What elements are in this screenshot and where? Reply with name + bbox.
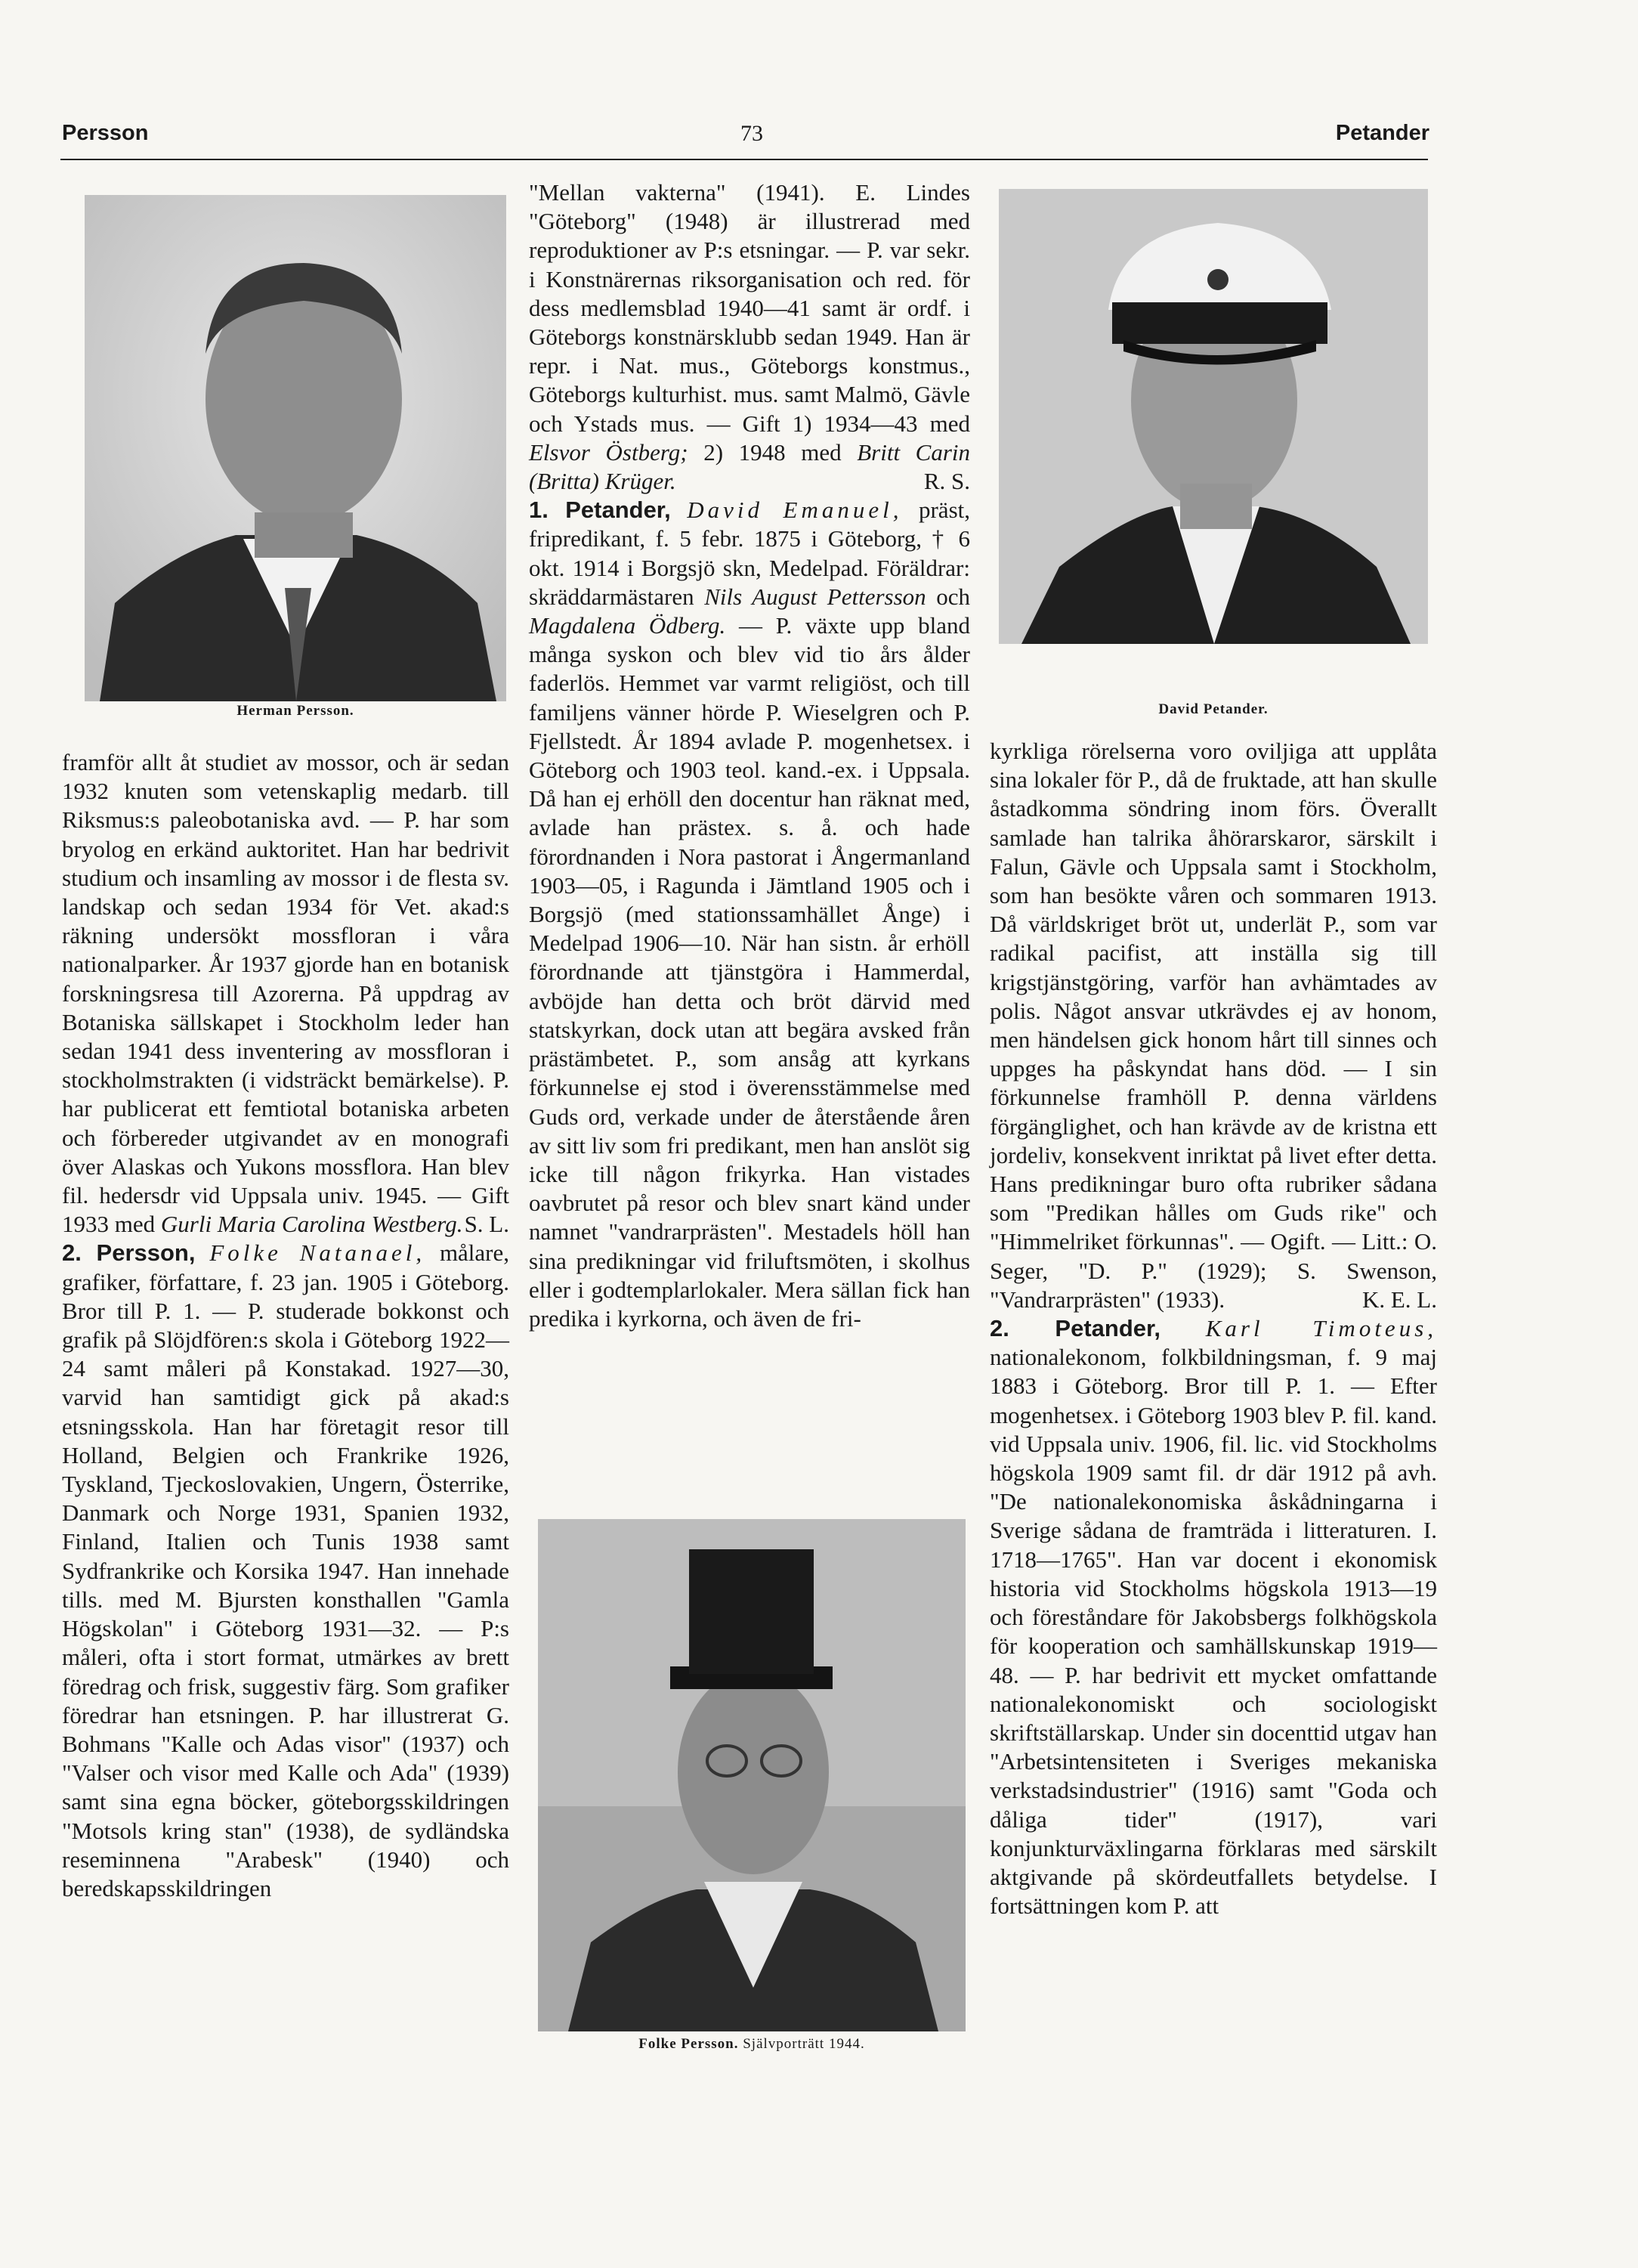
- entry-karl-petander: 2. Petander, Karl Timoteus, nationalekonom, folkbildningsman, f. 9 maj 1883 i Göteborg. Bror till P. 1. — Efter mogenhetsex. i Göteborg 1903 blev P. fil. kand. vid Uppsala univ. 1906, fil. lic. vid Stockholms högskola 1909 samt fil. dr där 1912 på avh. "De nationalekonomiska åskådningarna i Sverige sådana de framträda i litteraturen. I. 1718—1765". Han var docent i ekonomisk historia vid Stockholms högskola 1913—19 och föreståndare för Jakobsbergs folkhögskola för kooperation och samhällskunskap 1919—48. — P. har bedrivit ett mycket omfattande nationalekonomiskt och sociologiskt skriftställarskap. Under sin docenttid utgav han "Arbetsintensiteten i Sveriges mekaniska verkstadsindustrier" (1916) samt "Goda och dåliga tider" (1917), vari konjunkturväxlingarna förklaras med särskilt aktgivande på skördeutfallets betydelse. I fortsättningen kom P. att: [990, 1315, 1438, 1920]
- caption-folke-persson: [538, 2036, 966, 2053]
- entry-folke-persson: 2. Persson, Folke Natanael, målare, grafiker, författare, f. 23 jan. 1905 i Göteborg. Bror till P. 1. — P. studerade bokkonst och grafik på Slöjdfören:s skola i Göteborg 1922—24 samt måleri på Konstakad. 1927—30, varvid han samtidigt gick på akad:s etsningsskola. Han har företagit resor till Holland, Belgien och Frankrike 1926, Tyskland, Tjeckoslovakien, Ungern, Österrike, Danmark och Norge 1931, Spanien 1932, Finland, Italien och Tunis 1938 samt Sydfrankrike och Korsika 1947. Han innehade tills. med M. Bjursten konsthallen "Gamla Högskolan" i Göteborg 1931—32. — P:s måleri, ofta i stort format, utmärkes av brett föredrag och frisk, suggestiv färg. Som grafiker föredrar han etsningen. P. har illustrerat G. Bohmans "Kalle och Adas visor" (1937) och "Valser och visor med Kalle och Ada" (1939) samt sina egna böcker, göteborgsskildringen "Motsols kring stan" (1938), de sydländska reseminnena "Arabesk" (1940) och beredskapsskildringen: [62, 1239, 510, 1901]
- portrait-herman-persson: [85, 195, 506, 701]
- column-1: [62, 748, 509, 1903]
- author-signature: R. S.: [923, 468, 970, 495]
- caption-folke-name: Folke Persson.: [638, 2036, 739, 2052]
- spouse-name-2: Britt Carin (Britta) Krüger.: [529, 438, 971, 495]
- page-number: 73: [740, 121, 763, 146]
- caption-david-petander: David Petander.: [1158, 701, 1269, 717]
- portrait-folke-persson: [538, 1519, 966, 2031]
- father-name: Nils August Pettersson: [704, 583, 926, 610]
- running-head-right: Petander: [1335, 121, 1429, 145]
- folke-persson-continuation: "Mellan vakterna" (1941). E. Lindes "Göteborg" (1948) är illustrerad med reproduktioner av P:s etsningar. — P. var sekr. i Konstnärernas riksorganisation och red. för dess medlemsblad 1940—41 samt är ordf. i Göteborgs konstnärsklubb sedan 1949. Han är repr. i Nat. mus., Göteborgs konstmus., Göteborgs kulturhist. mus. samt Malmö, Gävle och Ystads mus. — Gift 1) 1934—43 med Elsvor Östberg; 2) 1948 med Britt Carin (Britta) Krüger. R. S.: [529, 178, 970, 496]
- caption-folke-note: Självporträtt 1944.: [743, 2036, 865, 2052]
- entry-heading: 2. Petander,: [990, 1315, 1161, 1342]
- column-3: [990, 737, 1437, 1920]
- portrait-david-petander: [999, 189, 1428, 644]
- caption-herman-persson: Herman Persson.: [236, 703, 354, 719]
- entry-david-petander: 1. Petander, David Emanuel, präst, fripredikant, f. 5 febr. 1875 i Göteborg, † 6 okt. 1914 i Borgsjö skn, Medelpad. Föräldrar: skräddarmästaren Nils August Pettersson och Magdalena Ödberg. — P. växte upp bland många syskon och blev vid tio års ålder faderlös. Hemmet var varmt religiöst, och till familjens vänner hörde P. Wieselgren och P. Fjellstedt. År 1894 avlade P. mogenhetsex. i Göteborg och 1903 teol. kand.-ex. i Uppsala. Då han ej erhöll den docentur han räknat med, avlade han prästex. s. å. och hade förordnanden i Nora pastorat i Ångermanland 1903—05, i Ragunda i Jämtland 1905 och i Borgsjö (med stationssamhället Ånge) i Medelpad 1906—10. När han sistn. år erhöll förordnande att tjänstgöra i Hammerdal, avböjde han detta och bröt därvid med statskyrkan, dock utan att begära avsked från prästämbetet. P., som ansåg att kyrkans förkunnelse ej stod i överensstämmelse med Guds ord, verkade under de återstående åren av sitt liv som fri predikant, men han anslöt sig icke till någon frikyrka. Han vistades oavbrutet på resor och blev snart känd under namnet "vandrarprästen". Mestadels höll han sina predikningar vid friluftsmöten, i skolhus eller i godtemplarlokaler. Mera sällan fick han predika i kyrkorna, och även de fri-: [529, 497, 971, 1332]
- entry-heading: 1. Petander,: [529, 497, 671, 524]
- author-signature: K. E. L.: [1361, 1286, 1437, 1313]
- entry-heading: 2. Persson,: [62, 1239, 196, 1267]
- column-2: [529, 178, 970, 1333]
- mother-name: Magdalena Ödberg.: [529, 612, 726, 639]
- herman-persson-continuation: framför allt åt studiet av mossor, och är sedan 1932 knuten som vetenskaplig medarb. till Riksmus:s paleobotaniska avd. — P. har som bryolog en erkänd auktoritet. Han har bedrivit studium och insamling av mossor i de flesta sv. landskap och sedan 1934 för Vet. akad:s räkning undersökt mossfloran i våra nationalparker. År 1937 gjorde han en botanisk forskningsresa till Azorerna. På uppdrag av Botaniska sällskapet i Stockholm leder han sedan 1941 dess inventering av mossfloran i stockholmstrakten (i vidsträckt bemärkelse). P. har publicerat ett femtiotal botaniska arbeten och förbereder utgivandet av en monografi över Alaskas och Yukons mossflora. Han blev fil. hedersdr vid Uppsala univ. 1945. — Gift 1933 med Gurli Maria Carolina Westberg. S. L.: [62, 748, 509, 1239]
- author-signature: S. L.: [464, 1211, 509, 1238]
- header-rule: [60, 159, 1428, 160]
- david-petander-continuation: kyrkliga rörelserna voro oviljiga att upplåta sina lokaler för P., då de fruktade, att han skulle åstadkomma söndring inom förs. Överallt samlade han talrika åhörarskaror, särskilt i Falun, Gävle och Uppsala samt i Stockholm, som han besökte våren och sommaren 1913. Då världskriget bröt ut, underlät P., som var radikal pacifist, att inställa sig till krigstjänstgöring, varför han avhämtades av polis. Något ansvar utkrävdes ej av honom, men händelsen gick honom hårt till sinnes och uppges ha påskyndat hans död. — I sin förkunnelse framhöll P. denna världens förgänglighet, och han krävde av de kristna ett jordeliv, konsekvent inriktat på livet efter detta. Hans predikningar buro ofta rubriker sådana som "Predikan hålles om Guds rike" och "Himmelriket förkunnas". — Ogift. — Litt.: O. Seger, "D. P." (1929); S. Swenson, "Vandrarprästen" (1933). K. E. L.: [990, 737, 1437, 1314]
- entry-name: Karl Timoteus,: [1205, 1315, 1438, 1342]
- entry-name: David Emanuel,: [687, 497, 903, 524]
- spouse-name-1: Elsvor Östberg;: [529, 438, 688, 466]
- running-head-left: Persson: [62, 121, 149, 145]
- entry-name: Folke Natanael,: [209, 1239, 426, 1267]
- spouse-name: Gurli Maria Carolina Westberg.: [160, 1211, 463, 1238]
